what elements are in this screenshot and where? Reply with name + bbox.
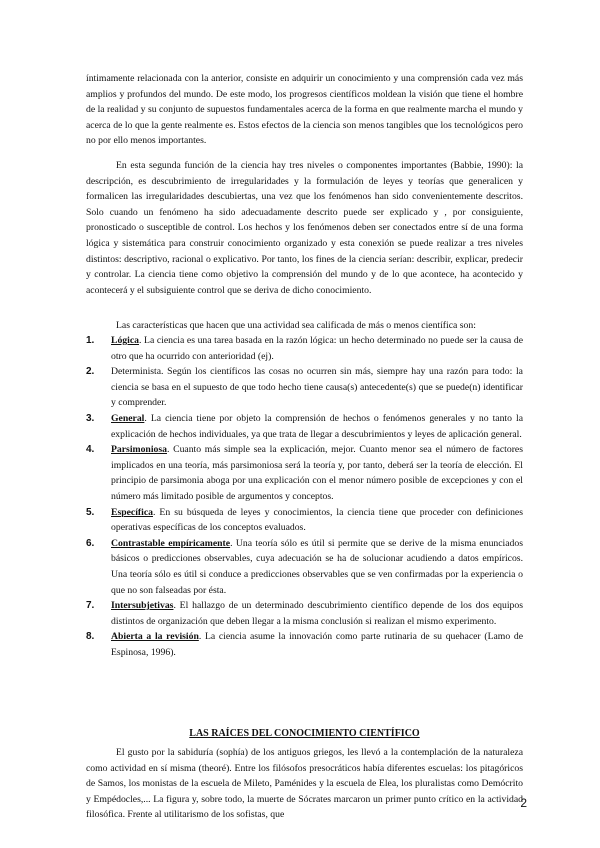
item-term: Parsimoniosa bbox=[111, 444, 167, 456]
item-number: 1. bbox=[86, 335, 95, 346]
item-text: . La ciencia tiene por objeto la comprensión de hechos o fenómenos generales y no tanto la explicación de hechos individuales, ya que trata de llegar a descubrimientos y leyes de aplicación general. bbox=[111, 412, 523, 440]
item-term: Intersubjetivas bbox=[111, 600, 174, 612]
item-number: 6. bbox=[86, 537, 95, 549]
item-text: . La ciencia asume la innovación como parte rutinaria de su quehacer (Lamo de Espinosa, 1996). bbox=[111, 631, 523, 658]
list-item bbox=[86, 505, 523, 536]
item-number: 5. bbox=[86, 506, 95, 518]
paragraph-intro: íntimamente relacionada con la anterior, consiste en adquirir un conocimiento y una comprensión cada vez más amplios y profundos del mundo. De este modo, los progresos científicos moldean la visión que tiene el hombre de la realidad y su conjunto de supuestos fundamentales acerca de la forma en que realmente marcha el mundo y acerca de lo que la gente realmente es. Estos efectos de la ciencia son menos tangibles que los tecnológicos pero no por ello menos importantes. bbox=[86, 73, 523, 147]
item-text: . En su búsqueda de leyes y conocimientos, la ciencia tiene que proceder con definiciones operativas específicas de los conceptos evaluados. bbox=[111, 506, 523, 534]
page-number: 2 bbox=[520, 796, 527, 810]
item-text: . El hallazgo de un determinado descubrimiento científico depende de los dos equipos distintos de organización que deben llegar a la misma conclusión si realizan el mismo experimento. bbox=[111, 600, 523, 627]
item-text: . Cuanto más simple sea la explicación, mejor. Cuanto menor sea el número de factores implicados en una teoría, más parsimoniosa será la teoría y, por tanto, deberá ser la teoría de elección. El principio de parsimonia aboga por una explicación con el menor número posible de excepciones y con el número más limitado posible de argumentos y conceptos. bbox=[111, 444, 523, 502]
list-item bbox=[86, 364, 523, 411]
item-text: . La ciencia es una tarea basada en la razón lógica: un hecho determinado no puede ser la causa de otro que ha ocurrido con anterioridad (ej). bbox=[111, 335, 523, 362]
section-heading bbox=[86, 727, 523, 741]
section-heading-text: LAS RAÍCES DEL CONOCIMIENTO CIENTÍFICO bbox=[189, 728, 420, 739]
item-number: 8. bbox=[86, 631, 95, 643]
list-item bbox=[86, 536, 523, 598]
item-term: Abierta a la revisión bbox=[111, 631, 199, 643]
list-item bbox=[86, 629, 523, 660]
list-item bbox=[86, 333, 523, 364]
characteristics-list bbox=[86, 333, 523, 660]
paragraph-characteristics-intro: Las características que hacen que una actividad sea calificada de más o menos científica son: bbox=[116, 320, 476, 331]
list-item bbox=[86, 442, 523, 504]
item-text: Determinista. Según los científicos las cosas no ocurren sin más, siempre hay una razón para todo: la ciencia se basa en el supuesto de que todo hecho tiene causa(s) antecedente(s) que se puede(n) identificar y comprender. bbox=[111, 366, 523, 409]
list-item bbox=[86, 411, 523, 442]
list-item bbox=[86, 598, 523, 629]
item-number: 3. bbox=[86, 412, 95, 424]
paragraph-function: En esta segunda función de la ciencia hay tres niveles o componentes importantes (Babbie, 1990): la descripción, es descubrimiento de irregularidades y la formulación de leyes y teorías que generalicen y formalicen las irregularidades descubiertas, una vez que los fenómenos han sido convenientemente descritos. Solo cuando un fenómeno ha sido adecuadamente descrito puede ser explicado y , por consiguiente, pronosticado o susceptible de control. Los hechos y los fenómenos deben ser conectados entre sí de una forma lógica y sistemática para construir conocimiento organizado y esta conexión se puede realizar a tres niveles distintos: descriptivo, racional o explicativo. Por tanto, los fines de la ciencia serían: describir, explicar, predecir y controlar. La ciencia tiene como objetivo la comprensión del mundo y de lo que acontece, ha acontecido y acontecerá y el subsiguiente control que se deriva de dicho conocimiento. bbox=[86, 160, 523, 296]
item-number: 2. bbox=[86, 366, 95, 378]
item-term: Contrastable empíricamente bbox=[111, 537, 231, 549]
paragraph-roots: El gusto por la sabiduría (sophía) de los antiguos griegos, les llevó a la contemplación de la naturaleza como actividad en sí misma (theoré). Entre los filósofos presocráticos había diferentes escuelas: los pitagóricos de Samos, los monistas de la escuela de Mileto, Paménides y la escuela de Elea, los pluralistas como Demócrito y Empédocles,... La figura y, sobre todo, la muerte de Sócrates marcaron un primer punto crítico en la actividad filosófica. Frente al utilitarismo de los sofistas, que bbox=[86, 747, 523, 821]
item-number: 7. bbox=[86, 600, 95, 612]
item-term: Lógica bbox=[111, 335, 139, 346]
item-text: . Una teoría sólo es útil si permite que se derive de la misma enunciados básicos o predicciones observables, cuya adecuación se ha de solucionar acudiendo a datos empíricos. Una teoría sólo es útil si conduce a predicciones observables que se ven confirmadas por la experiencia o que no son falseadas por ésta. bbox=[111, 537, 524, 596]
item-number: 4. bbox=[86, 444, 95, 456]
item-term: Específica bbox=[111, 506, 153, 518]
item-term: General bbox=[111, 412, 145, 424]
